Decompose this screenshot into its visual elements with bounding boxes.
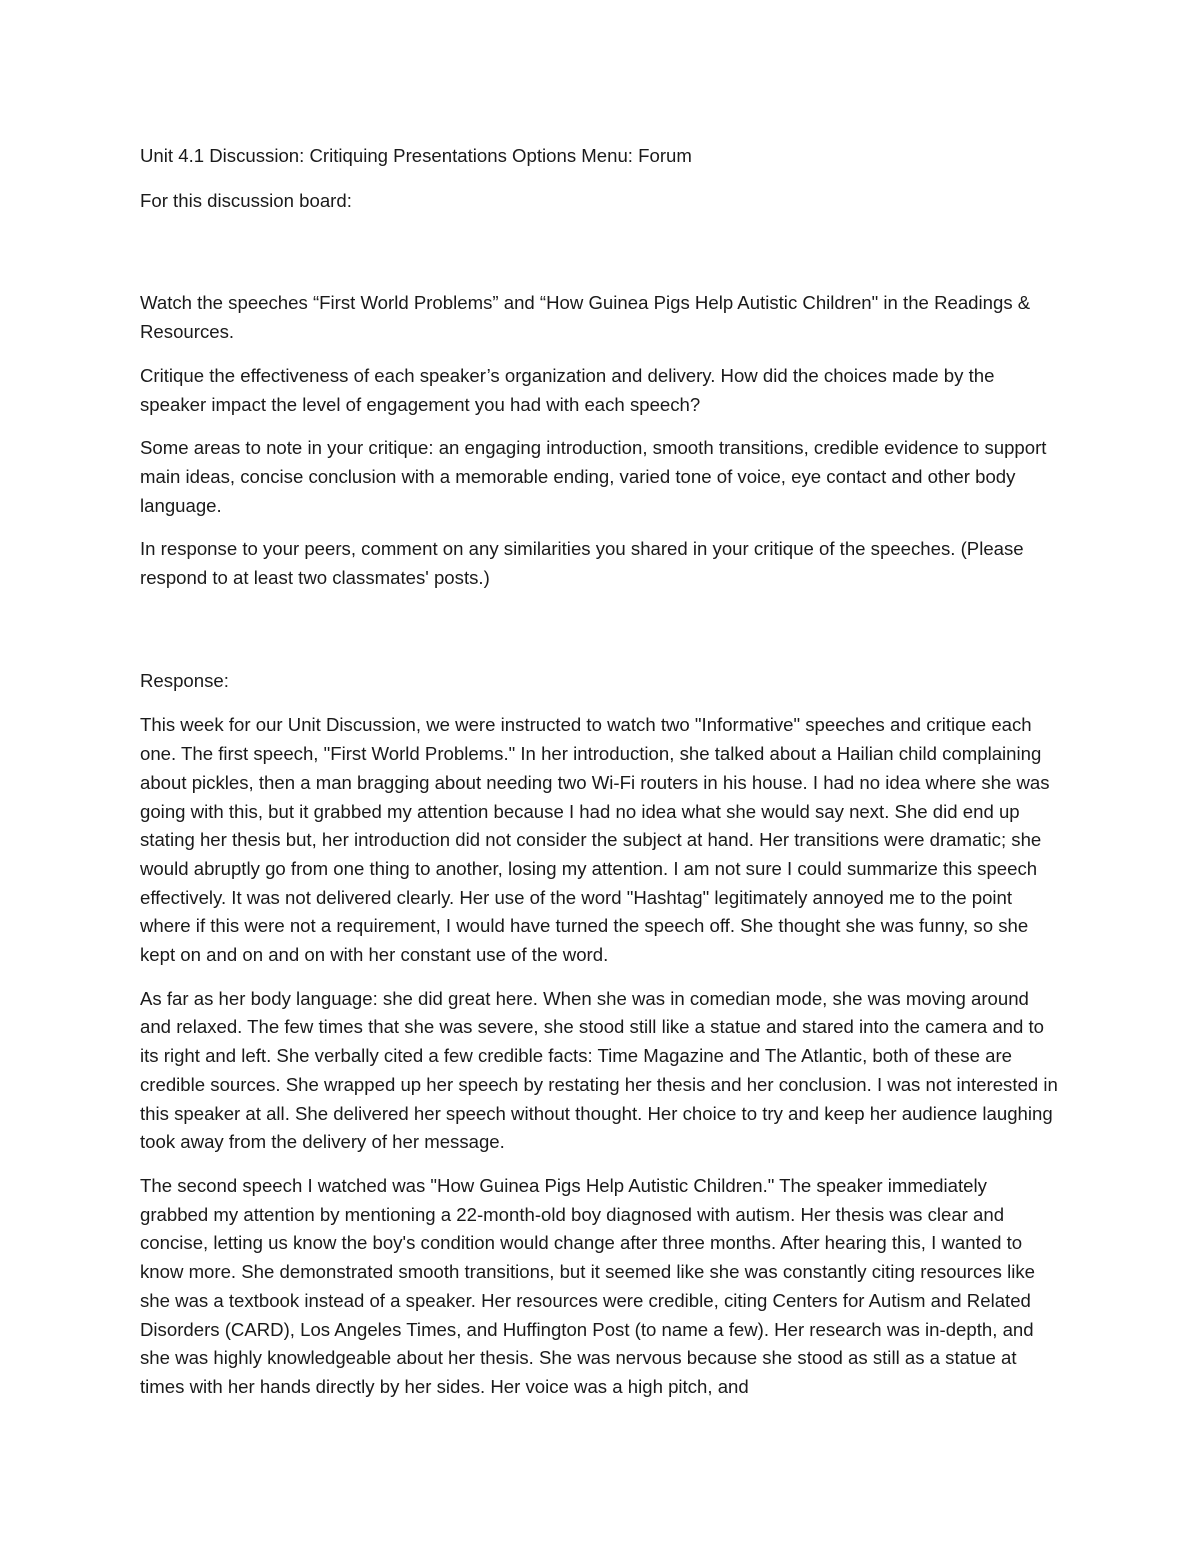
response-paragraph: As far as her body language: she did great here. When she was in comedian mode, she was moving around and relaxed. The few times that she was severe, she stood still like a statue and stared into the camera and to its right and left. She verbally cited a few credible facts: Time Magazine and The Atlantic, both of these are credible sources. She wrapped up her speech by restating her thesis and her conclusion. I was not interested in this speaker at all. She delivered her speech without thought. Her choice to try and keep her audience laughing took away from the delivery of her message. (140, 987, 1058, 1153)
instruction-paragraph: Watch the speeches “First World Problems” and “How Guinea Pigs Help Autistic Children" in the Readings & Resources. (140, 292, 1031, 343)
instruction-paragraph: Some areas to note in your critique: an engaging introduction, smooth transitions, credible evidence to support main ideas, concise conclusion with a memorable ending, varied tone of voice, eye contact and other body language. (140, 437, 1047, 516)
document-title: Unit 4.1 Discussion: Critiquing Presentations Options Menu: Forum (140, 145, 692, 166)
document-page (140, 142, 1060, 1417)
instruction-paragraph: In response to your peers, comment on any similarities you shared in your critique of the speeches. (Please respond to at least two classmates' posts.) (140, 538, 1024, 589)
intro-text: For this discussion board: (140, 189, 352, 211)
response-label: Response: (140, 669, 229, 691)
instruction-paragraph: Critique the effectiveness of each speaker’s organization and delivery. How did the choices made by the speaker impact the level of engagement you had with each speech? (140, 364, 995, 415)
response-paragraph: The second speech I watched was "How Guinea Pigs Help Autistic Children." The speaker immediately grabbed my attention by mentioning a 22-month-old boy diagnosed with autism. Her thesis was clear and concise, letting us know the boy's condition would change after three months. After hearing this, I wanted to know more. She demonstrated smooth transitions, but it seemed like she was constantly citing resources like she was a textbook instead of a speaker. Her resources were credible, citing Centers for Autism and Related Disorders (CARD), Los Angeles Times, and Huffington Post (to name a few). Her research was in-depth, and she was highly knowledgeable about her thesis. She was nervous because she stood as still as a statue at times with her hands directly by her sides. Her voice was a high pitch, and (140, 1174, 1035, 1397)
response-paragraph: This week for our Unit Discussion, we were instructed to watch two "Informative" speeches and critique each one. The first speech, "First World Problems." In her introduction, she talked about a Hailian child complaining about pickles, then a man bragging about needing two Wi-Fi routers in his house. I had no idea where she was going with this, but it grabbed my attention because I had no idea what she would say next. She did end up stating her thesis but, her introduction did not consider the subject at hand. Her transitions were dramatic; she would abruptly go from one thing to another, losing my attention. I am not sure I could summarize this speech effectively. It was not delivered clearly. Her use of the word "Hashtag" legitimately annoyed me to the point where if this were not a requirement, I would have turned the speech off. She thought she was funny, so she kept on and on and on with her constant use of the word. (140, 714, 1050, 966)
